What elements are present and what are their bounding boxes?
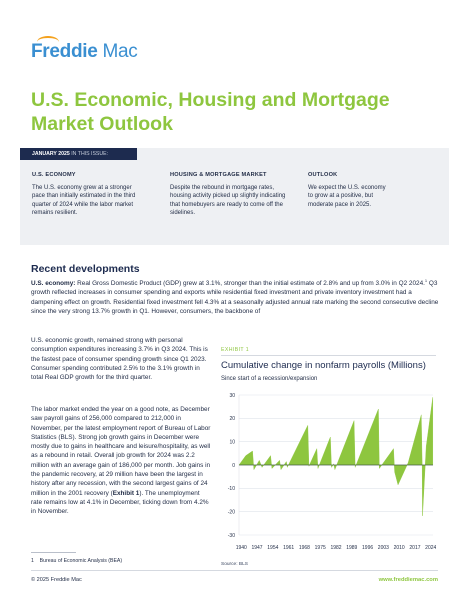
roof-arc-icon (37, 36, 59, 48)
copyright: © 2025 Freddie Mac (31, 577, 82, 583)
paragraph-economy-continued: U.S. economic growth, remained strong with personal consumption expenditures increasing 3.7% in Q3 2024. This is the fastest pace of consumer spending growth since Q1 2023. Consumer spending contributed 2.5% to the 3.1% growth in total Real GDP growth for the third quarter. (31, 337, 208, 382)
section-title: Recent developments (31, 263, 140, 275)
exhibit-subtitle: Since start of a recession/expansion (221, 376, 318, 382)
exhibit-link[interactable]: Exhibit 1 (112, 489, 140, 497)
exhibit-title: Cumulative change in nonfarm payrolls (Millions) (221, 360, 426, 371)
paragraph-text: ). The unemployment rate remains low at 4.1% in December, ticking down from 4.2% in November. (31, 489, 209, 516)
x-tick-label: 2003 (377, 545, 389, 551)
y-tick-label: -20 (227, 509, 235, 516)
paragraph-labor-market (31, 405, 211, 517)
x-tick-label: 1975 (314, 545, 326, 551)
y-tick-label: 30 (229, 392, 235, 399)
exhibit-divider (221, 355, 436, 356)
summary-text: Despite the rebound in mortgage rates, housing activity picked up slightly indicating that homebuyers are ready to come off the sidelines. (170, 184, 286, 217)
x-tick-label: 1940 (235, 545, 247, 551)
page-title: U.S. Economic, Housing and Mortgage Market Outlook (31, 89, 390, 135)
payrolls-chart (221, 385, 436, 555)
x-tick-label: 2024 (425, 545, 436, 551)
x-tick-label: 1954 (267, 545, 279, 551)
issue-date: JANUARY 2025 (32, 151, 70, 157)
paragraph-text: Q3 growth reflected increases in consumer spending and exports while residential fixed investment and private inventory investment had a dampening effect on growth. Residential fixed investment fell 4.3% at a seasonally adjusted annual rate marking the second consecutive decline since the very strong 13.7% growth in Q1. However, consumers, the backbone of (31, 280, 439, 315)
footnote-ref: 1 (424, 277, 428, 283)
logo-text-mac: Mac (102, 41, 138, 62)
exhibit-label: EXHIBIT 1 (221, 347, 250, 353)
x-tick-label: 2017 (409, 545, 421, 551)
y-tick-label: 0 (232, 462, 235, 469)
y-tick-label: -30 (227, 532, 235, 539)
footer-link[interactable]: www.freddiemac.com (378, 577, 438, 583)
y-tick-label: 10 (229, 439, 235, 446)
summary-column-housing (170, 171, 288, 218)
summary-column-economy (32, 171, 142, 218)
footer-divider (31, 570, 438, 571)
summary-heading: HOUSING & MORTGAGE MARKET (170, 172, 267, 178)
summary-heading: OUTLOOK (308, 172, 338, 178)
y-tick-label: -10 (227, 486, 235, 493)
footnote (31, 558, 122, 564)
summary-panel (20, 148, 449, 245)
chart-source: Source: BLS (221, 562, 248, 567)
x-tick-label: 1961 (283, 545, 295, 551)
x-tick-label: 1947 (251, 545, 263, 551)
summary-heading: U.S. ECONOMY (32, 172, 76, 178)
x-tick-label: 2010 (393, 545, 405, 551)
footnote-text: Bureau of Economic Analysis (BEA) (39, 558, 123, 564)
series-area (239, 397, 433, 516)
x-tick-label: 1989 (346, 545, 358, 551)
freddie-mac-logo (31, 41, 138, 63)
footnote-divider (31, 552, 76, 553)
summary-text: The U.S. economy grew at a stronger pace than initially estimated in the third quarter of 2024 while the labor market remains resilient. (32, 184, 136, 217)
summary-column-outlook (308, 171, 390, 209)
logo-text-freddie: Freddie (31, 41, 98, 62)
paragraph-text: Real Gross Domestic Product (GDP) grew at 3.1%, stronger than the initial estimate of 2.8% and up from 3.0% in Q2 2024. (75, 280, 425, 287)
paragraph-economy-full (31, 279, 439, 316)
paragraph-text: The labor market ended the year on a good note, as December saw payroll gains of 256,000 compared to 212,000 in November, per the latest employment report of Bureau of Labor Statistics (BLS). Strong job growth gains in December were mostly due to gains in healthcare and leisure/hospitality, as well as a rebound in retail. Overall job growth for 2024 was 2.2 million with an average gain of 186,000 per month. Job gains in the pandemic recovery, at 29 million have been the largest in history after any recession, with the second largest gains of 24 million in the 2001 recovery ( (31, 406, 211, 497)
x-tick-label: 1982 (330, 545, 342, 551)
footnote-number: 1 (31, 558, 34, 564)
issue-subtitle: IN THIS ISSUE: (71, 151, 109, 157)
issue-tag (20, 148, 137, 160)
x-tick-label: 1996 (362, 545, 374, 551)
summary-text: We expect the U.S. economy to grow at a positive, but moderate pace in 2025. (308, 184, 386, 208)
x-tick-label: 1968 (298, 545, 310, 551)
y-tick-label: 20 (229, 416, 235, 423)
paragraph-lead: U.S. economy: (31, 280, 76, 287)
